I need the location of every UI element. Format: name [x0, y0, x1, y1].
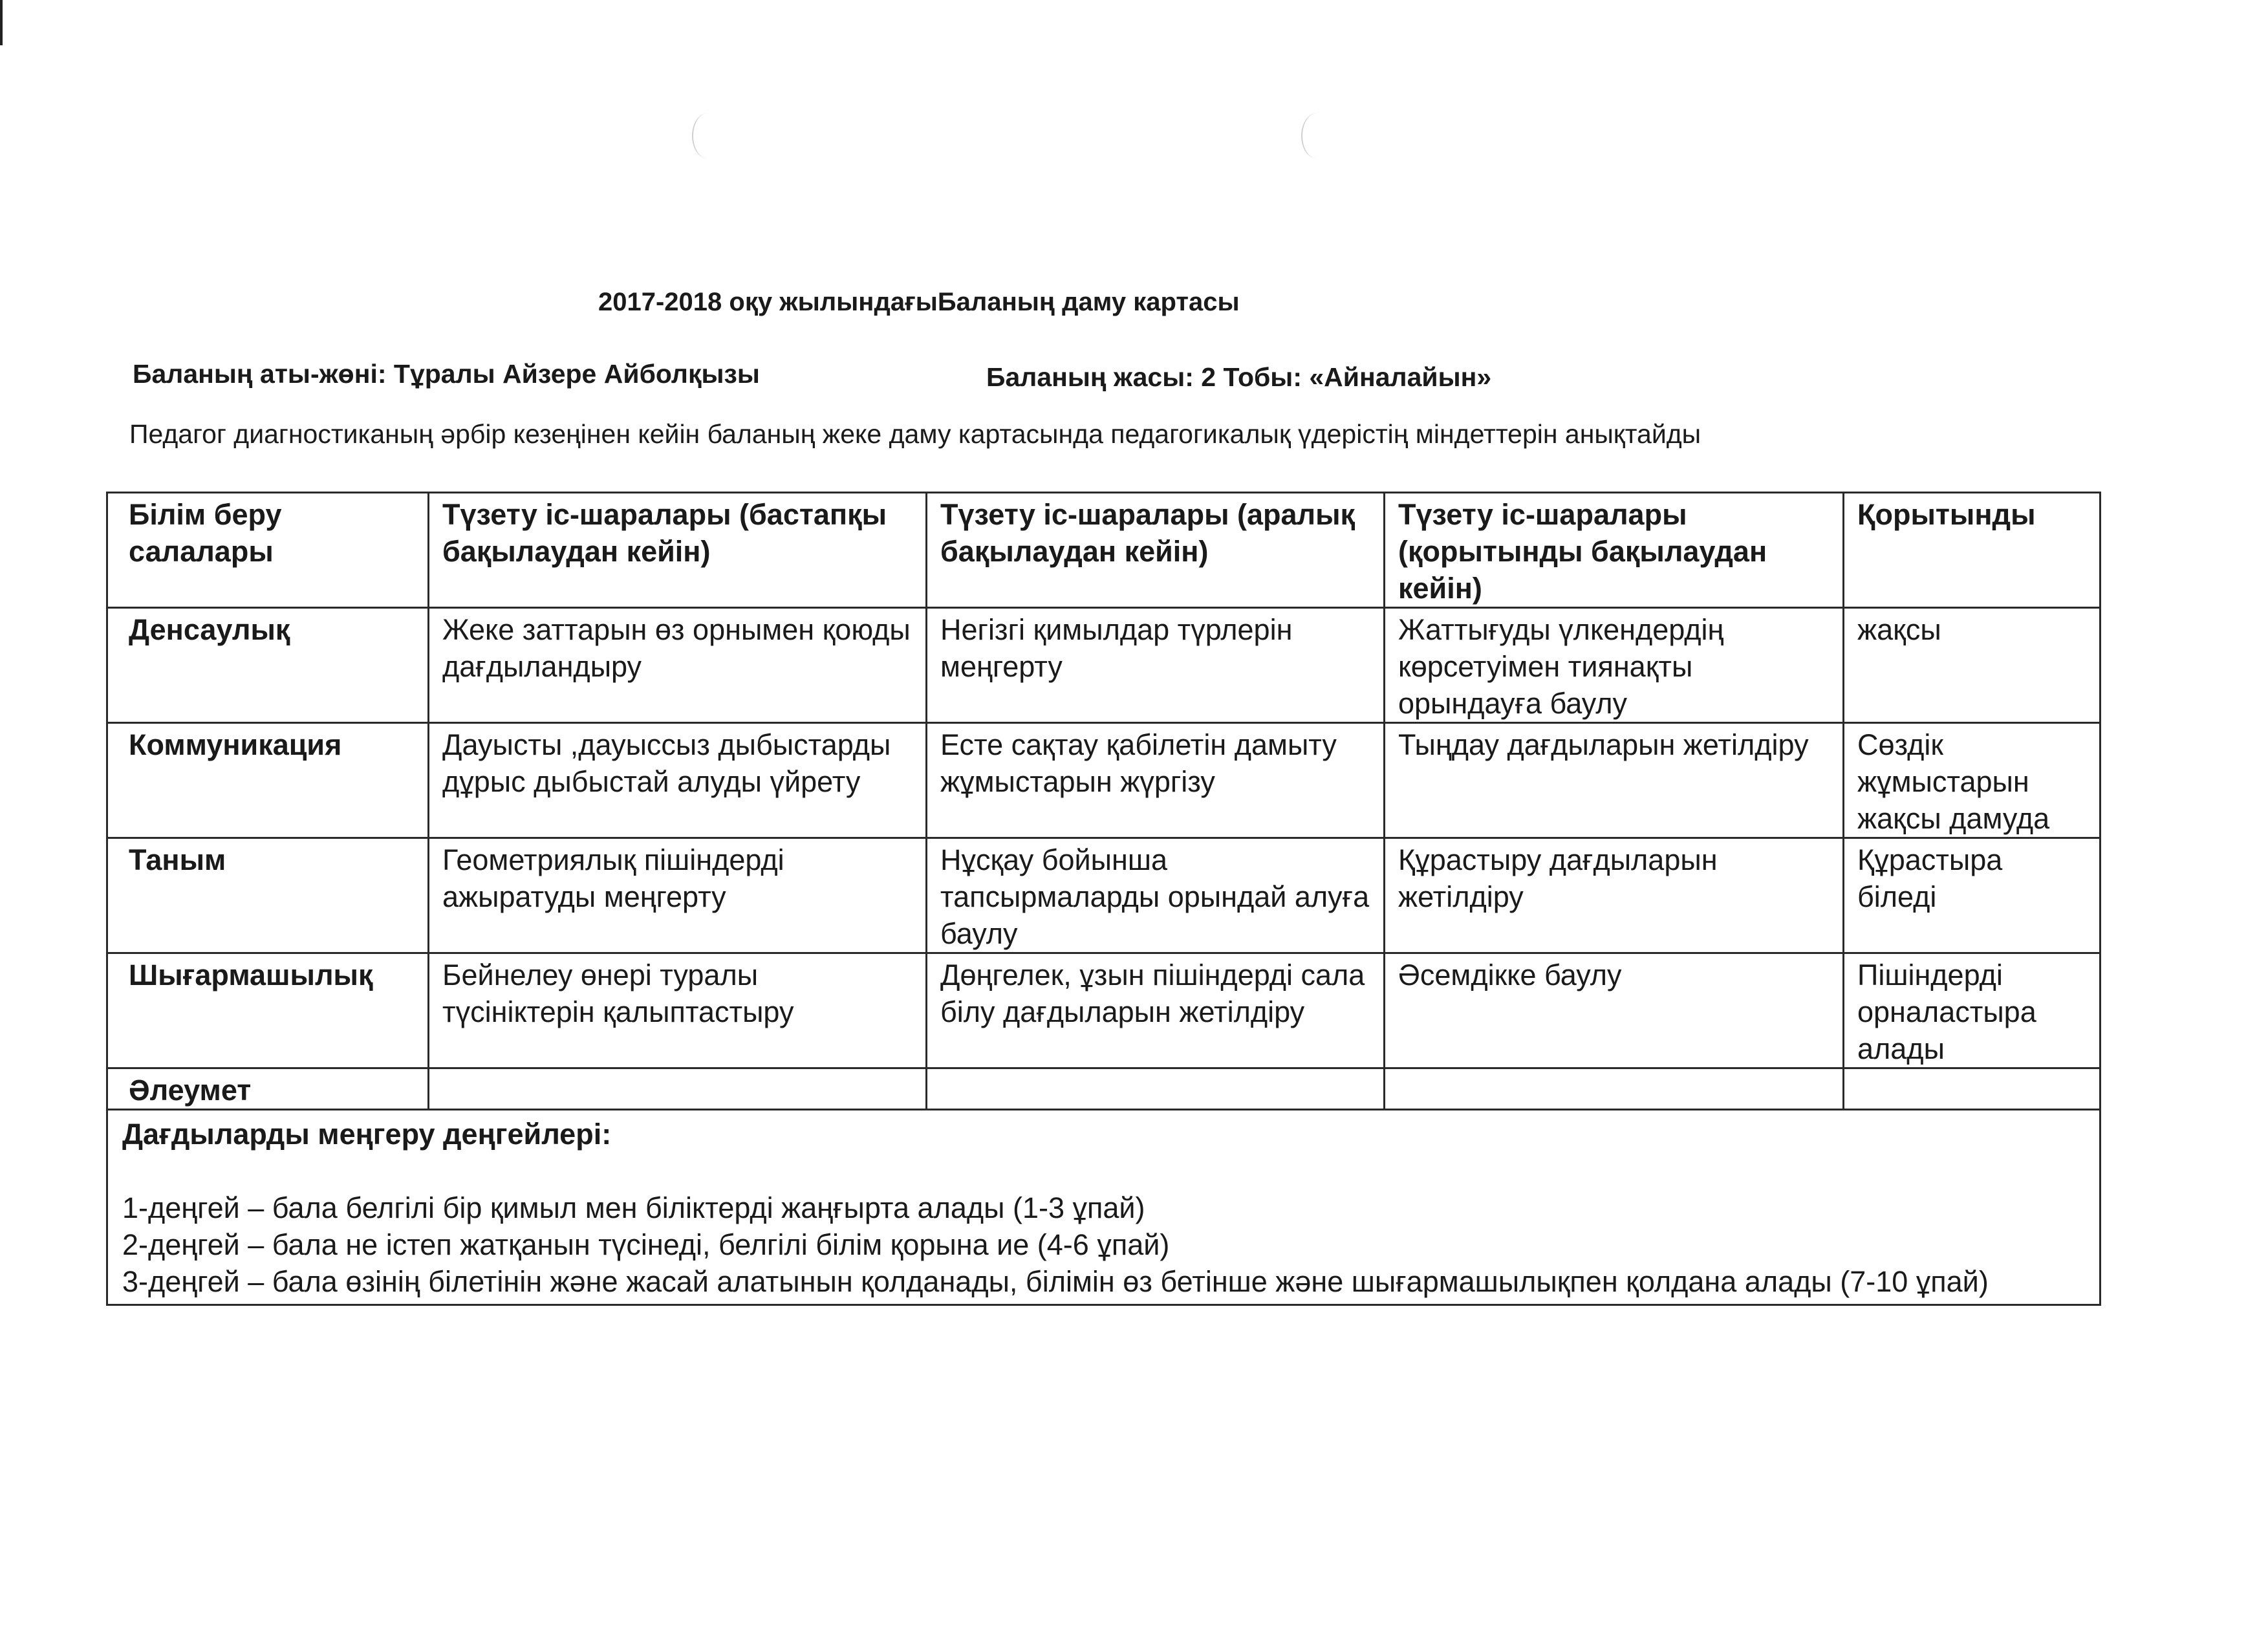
intro-text: Педагог диагностиканың әрбір кезеңінен кейін баланың жеке даму картасында педагогикалық үдерістің міндеттерін анықтайды — [129, 419, 1701, 449]
result-cell: Құрастыра біледі — [1844, 838, 2101, 953]
initial-cell: Бейнелеу өнері туралы түсініктерін қалыптастыру — [429, 953, 927, 1068]
table-row — [107, 1068, 2101, 1110]
area-cell: Әлеумет — [107, 1068, 429, 1110]
result-cell: жақсы — [1844, 608, 2101, 723]
intermediate-cell — [927, 1068, 1385, 1110]
result-cell — [1844, 1068, 2101, 1110]
initial-cell: Дауысты ,дауыссыз дыбыстарды дұрыс дыбыстай алуды үйрету — [429, 723, 927, 838]
document-title: 2017-2018 оқу жылындағыБаланың даму картасы — [598, 288, 1240, 316]
header-final-measures: Түзету іс-шаралары (қорытынды бақылаудан кейін) — [1385, 493, 1844, 608]
legend-level-1: 1-деңгей – бала белгілі бір қимыл мен біліктерді жаңғырта алады (1-3 ұпай) — [122, 1191, 1145, 1224]
intermediate-cell: Негізгі қимылдар түрлерін меңгерту — [927, 608, 1385, 723]
final-cell: Жаттығуды үлкендердің көрсетуімен тиянақты орындауға баулу — [1385, 608, 1844, 723]
header-result: Қорытынды — [1844, 493, 2101, 608]
header-initial-measures: Түзету іс-шаралары (бастапқы бақылаудан кейін) — [429, 493, 927, 608]
intermediate-cell: Нұсқау бойынша тапсырмаларды орындай алуға баулу — [927, 838, 1385, 953]
final-cell — [1385, 1068, 1844, 1110]
legend-row — [107, 1110, 2101, 1305]
header-education-areas: Білім беру салалары — [107, 493, 429, 608]
area-cell: Денсаулық — [107, 608, 429, 723]
area-cell: Коммуникация — [107, 723, 429, 838]
area-cell: Шығармашылық — [107, 953, 429, 1068]
final-cell: Әсемдікке баулу — [1385, 953, 1844, 1068]
table-header-row — [107, 493, 2101, 608]
intermediate-cell: Дөңгелек, ұзын пішіндерді сала білу дағдыларын жетілдіру — [927, 953, 1385, 1068]
table-row — [107, 838, 2101, 953]
child-age-group: Баланың жасы: 2 Тобы: «Айналайын» — [986, 362, 1492, 392]
punch-hole-mark — [1301, 113, 1332, 158]
table-row — [107, 953, 2101, 1068]
intermediate-cell: Есте сақтау қабілетін дамыту жұмыстарын жүргізу — [927, 723, 1385, 838]
scan-edge-mark — [0, 0, 3, 45]
skill-levels-legend — [107, 1110, 2101, 1305]
initial-cell: Жеке заттарын өз орнымен қоюды дағдыландыру — [429, 608, 927, 723]
child-name: Баланың аты-жөні: Тұралы Айзере Айболқызы — [133, 359, 760, 389]
result-cell: Пішіндерді орналастыра алады — [1844, 953, 2101, 1068]
punch-hole-mark — [692, 113, 723, 158]
legend-title: Дағдыларды меңгеру деңгейлері: — [122, 1118, 612, 1151]
result-cell: Сөздік жұмыстарын жақсы дамуда — [1844, 723, 2101, 838]
initial-cell: Геометриялық пішіндерді ажыратуды меңгерту — [429, 838, 927, 953]
final-cell: Тыңдау дағдыларын жетілдіру — [1385, 723, 1844, 838]
initial-cell — [429, 1068, 927, 1110]
final-cell: Құрастыру дағдыларын жетілдіру — [1385, 838, 1844, 953]
table-row — [107, 723, 2101, 838]
legend-level-2: 2-деңгей – бала не істеп жатқанын түсінеді, белгілі білім қорына ие (4-6 ұпай) — [122, 1228, 1170, 1261]
table-row — [107, 608, 2101, 723]
development-map-table — [106, 492, 2101, 1306]
legend-level-3: 3-деңгей – бала өзінің білетінін және жасай алатынын қолданады, білімін өз бетінше және шығармашылықпен қолдана алады (7-10 ұпай) — [122, 1265, 1989, 1298]
area-cell: Таным — [107, 838, 429, 953]
header-intermediate-measures: Түзету іс-шаралары (аралық бақылаудан кейін) — [927, 493, 1385, 608]
